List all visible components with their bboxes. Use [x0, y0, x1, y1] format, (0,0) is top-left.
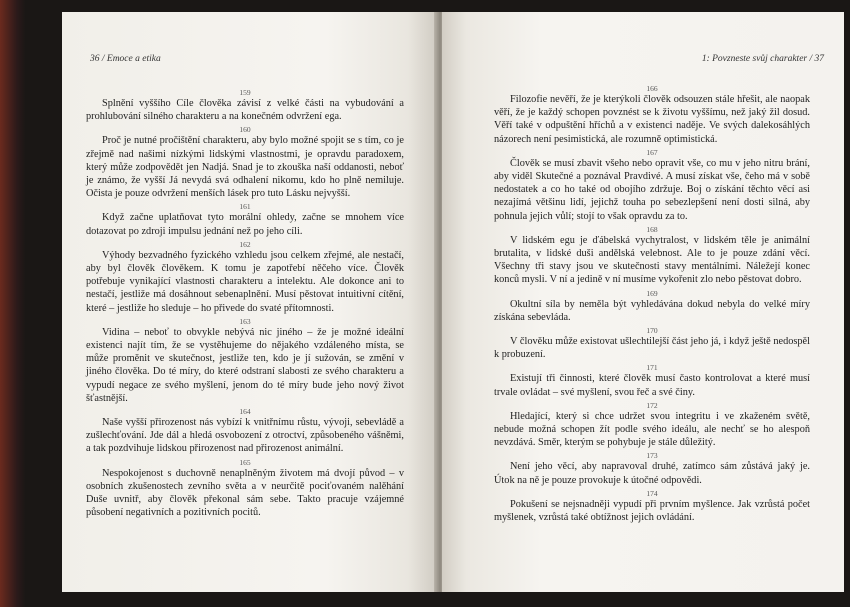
paragraph-number: 170 — [646, 326, 658, 336]
paragraph-number: 165 — [239, 457, 251, 467]
paragraph-number: 173 — [646, 451, 658, 461]
paragraph-text: Hledající, který si chce udržet svou integritu i ve zkaženém světě, nebude možná schopen žít podle svého ideálu, ale nechť se ho alespoň nevzdává. Směr, kterým se pohybuje je stále důležitý. — [494, 410, 810, 449]
paragraph-number: 163 — [239, 316, 251, 326]
paragraph-number: 159 — [239, 88, 251, 97]
paragraph-text: Pokušení se nejsnadněji vypudí při prvním myšlence. Jak vzrůstá počet myšlenek, vzrůstá také obtížnost jejich ovládání. — [494, 498, 810, 524]
paragraph-number: 162 — [239, 239, 251, 249]
paragraph-text: Okultní síla by neměla být vyhledávána dokud nebyla do velké míry získána sebevláda. — [494, 298, 810, 323]
paragraph-text: Výhody bezvadného fyzického vzhledu jsou celkem zřejmé, ale nestačí, aby byl člověk člověkem. K tomu je zapotřebí něčeho více. Člověk potřebuje vynikající vlastnosti charakteru a intelektu. Ale dokonce ani to nestačí, jestliže má dosáhnout sebenaplnění. Musí pěstovat intuitivní cítění, které – jestliže ho sleduje – ho přivede do svaté přítomnosti. — [86, 249, 404, 314]
paragraph-number: 172 — [646, 400, 658, 410]
paragraph-number: 167 — [646, 147, 658, 157]
paragraph-number: 160 — [239, 125, 251, 135]
paragraph-text: V lidském egu je ďábelská vychytralost, v lidském těle je animální brutalita, v lidské duši andělská velebnost. Ale to je pouze zdání věcí. Všechny tři stavy jsou ve skutečnosti stavy mentálními. Náležejí konec konců mysli. V ní a jedině v ní musíme vykořenit zlo nebo pěstovat dobro. — [494, 234, 810, 286]
paragraph-number: 171 — [646, 363, 658, 373]
paragraph-text: Naše vyšší přirozenost nás vybízí k vnitřnímu růstu, vývoji, sebevládě a zušlechťování. Jde dál a hledá osvobození z otroctví, způsobeného vášněmi, a tak pozdvihuje lidskou přirozenost nad přirozenost animální. — [86, 417, 404, 455]
paragraph-number: 164 — [239, 407, 251, 417]
paragraph-text: Není jeho věcí, aby napravoval druhé, zatímco sám zůstává jaký je. Útok na ně je pouze provokuje k útočné odpovědi. — [494, 461, 810, 486]
left-page-content — [86, 86, 404, 519]
right-page — [442, 12, 844, 592]
left-page — [62, 12, 438, 592]
paragraph-text: Filozofie nevěří, že je kterýkoli člověk odsouzen stále hřešit, ale naopak věří, že je každý schopen povznést se k životu vyššímu, než jaký žil dosud. Věří také v odpuštění hříchů a v existenci naděje. Ve svých dalekosáhlých názorech není pesimistická, ale rozumně optimistická. — [494, 94, 810, 145]
paragraph-text: Vidina – neboť to obvykle nebývá nic jiného – že je možné ideální existenci najít tím, že se vystěhujeme do nějakého vzdáleného místa, se může proměnit ve skutečnost, jestliže ten, kdo je jí sužován, se změní v jiného člověka. Do té míry, do které odstraní slabosti ze svého charakteru a vypudí negace ze svého myšlení, jenom do té míry bude jeho nový život šťastnější. — [86, 326, 404, 404]
paragraph-text: Proč je nutné pročištění charakteru, aby bylo možné spojit se s tím, co je zřejmě nad našimi nízkými lidskými vlastnostmi, je opravdu paradoxem, který může zodpovědět jen Nadjá. Snad je to zkouška naší oddanosti, neboť je známo, že vyšší Já nevydá svá odhalení nikomu, kdo ho plně nemiluje. Očista je pouze odvržení menších lásek pro tuto Lásku nejvyšší. — [86, 135, 404, 200]
left-page-header: 36 / Emoce a etika — [90, 54, 161, 64]
paragraph-number: 168 — [646, 224, 658, 234]
paragraph-text: Když začne uplatňovat tyto morální ohledy, začne se mnohem více dotazovat po zdroji impulsu jednání než po jeho cíli. — [86, 212, 404, 237]
right-page-content — [494, 82, 810, 524]
right-page-header: 1: Povzneste svůj charakter / 37 — [701, 54, 824, 64]
paragraph-number: 161 — [239, 202, 251, 212]
paragraph-text: Splnění vyššího Cíle člověka závisí z velké části na vybudování a prohlubování silného charakteru a na konečném odvržení ega. — [86, 98, 404, 123]
paragraph-number: 166 — [646, 84, 658, 93]
paragraph-number: 174 — [646, 488, 658, 498]
paragraph-text: Nespokojenost s duchovně nenaplněným životem má dvojí původ – v osobních zkušenostech zevního světa a v neurčitě pociťovaném nalěhání Duše uvnitř, aby člověk překonal sám sebe. Takto pracuje vzájemné působení negativních a pozitivních pocitů. — [86, 467, 404, 519]
paragraph-number: 169 — [646, 288, 658, 298]
paragraph-text: V člověku může existovat ušlechtilejší část jeho já, i když ještě nedospěl k probuzení. — [494, 336, 810, 361]
paragraph-text: Existují tři činnosti, které člověk musí často kontrolovat a které musí trvale ovládat – své myšlení, svou řeč a své činy. — [494, 373, 810, 398]
paragraph-text: Člověk se musí zbavit všeho nebo opravit vše, co mu v jeho nitru brání, aby viděl Skutečné a poznával Pravdivé. A musí získat vše, čeho má v sobě nedostatek a co ho také od obojího zdržuje. Boj o získání těchto věcí asi nezajímá většinu lidí, jejichž touha po sebezlepšení není dosti silná, aby pohnula jejich vůlí; stojí to však opravdu za to. — [494, 157, 810, 222]
